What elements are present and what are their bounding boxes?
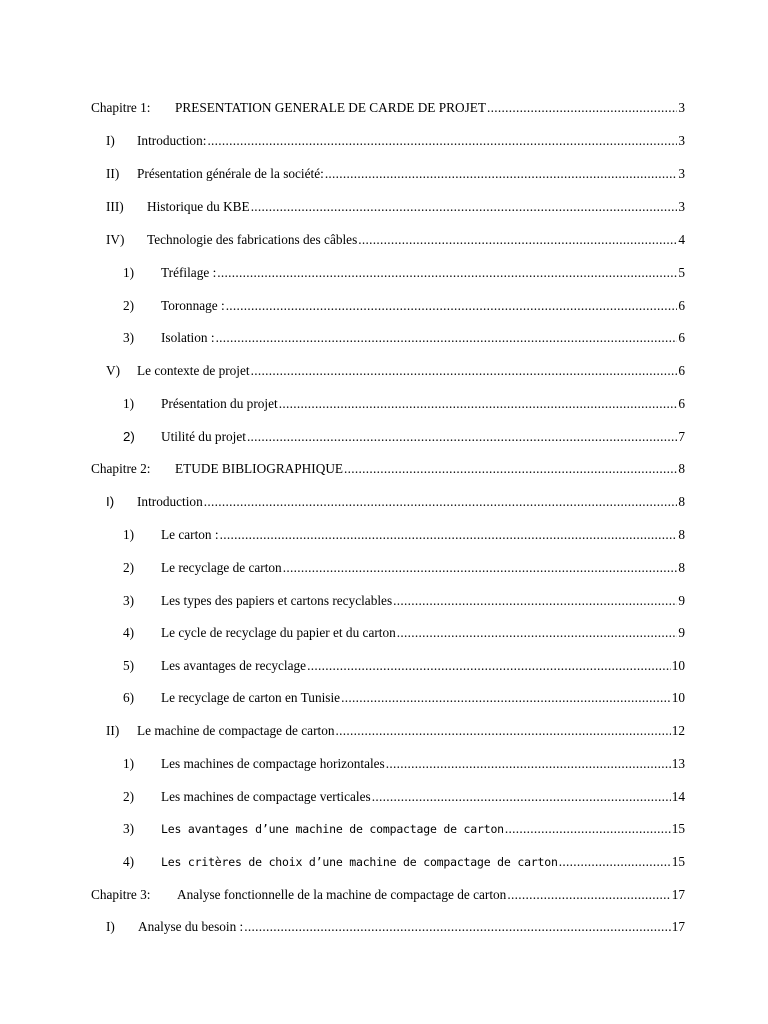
toc-entry-page: 14 (671, 789, 685, 804)
toc-entry-page: 3 (678, 199, 685, 214)
toc-entry-page: 17 (671, 887, 685, 902)
toc-dot-leader (216, 328, 678, 348)
toc-entry-number: I) (106, 494, 115, 509)
toc-entry-number: 2) (123, 560, 135, 575)
toc-dot-leader (358, 230, 677, 250)
toc-entry-page: 7 (678, 429, 685, 444)
toc-entry-page: 15 (671, 854, 685, 869)
toc-entry (123, 558, 685, 578)
toc-entry (106, 164, 685, 184)
toc-entry-title: Le recyclage de carton en Tunisie (161, 690, 341, 705)
toc-entry (123, 688, 685, 708)
toc-dot-leader (372, 787, 671, 807)
toc-dot-leader (207, 131, 677, 151)
toc-entry-page: 8 (678, 527, 685, 542)
toc-entry (123, 525, 685, 545)
toc-entry-page: 6 (678, 330, 685, 345)
toc-dot-leader (283, 558, 678, 578)
toc-dot-leader (393, 591, 677, 611)
toc-entry (91, 98, 685, 118)
toc-entry-number: 4) (123, 854, 135, 869)
toc-entry-title: Le carton : (161, 527, 219, 542)
toc-entry-number: 1) (123, 527, 135, 542)
toc-entry-title: Les machines de compactage verticales (161, 789, 371, 804)
toc-dot-leader (226, 296, 678, 316)
toc-entry (123, 296, 685, 316)
toc-entry-page: 3 (678, 166, 685, 181)
toc-entry (123, 656, 685, 676)
toc-dot-leader (487, 98, 677, 118)
toc-entry (91, 885, 685, 905)
toc-entry (106, 917, 685, 937)
toc-entry-number: 3) (123, 593, 135, 608)
toc-entry-number: 1) (123, 396, 135, 411)
toc-entry-title: Les critères de choix d’une machine de compactage de carton (161, 855, 558, 869)
toc-entry (123, 328, 685, 348)
toc-dot-leader (307, 656, 671, 676)
toc-entry-page: 8 (678, 494, 685, 509)
toc-entry-title: Le contexte de projet (137, 363, 250, 378)
toc-entry-number: IV) (106, 232, 125, 247)
toc-entry (123, 852, 685, 872)
toc-entry-page: 10 (671, 658, 685, 673)
toc-entry-title: Présentation du projet (161, 396, 278, 411)
toc-dot-leader (344, 459, 677, 479)
toc-entry-page: 6 (678, 298, 685, 313)
toc-entry-page: 17 (671, 919, 685, 934)
toc-entry-page: 9 (678, 625, 685, 640)
toc-entry-title: Tréfilage : (161, 265, 217, 280)
toc-entry-number: II) (106, 166, 120, 181)
toc-entry-title: Technologie des fabrications des câbles (147, 232, 358, 247)
toc-dot-leader (386, 754, 671, 774)
toc-entry (106, 230, 685, 250)
toc-entry-title: Utilité du projet (161, 429, 246, 444)
toc-entry-title: Introduction: (137, 133, 207, 148)
toc-entry-title: Analyse du besoin : (138, 919, 244, 934)
toc-entry (123, 754, 685, 774)
toc-entry (106, 721, 685, 741)
toc-entry-title: Le machine de compactage de carton (137, 723, 335, 738)
toc-entry-title: Les machines de compactage horizontales (161, 756, 385, 771)
toc-entry (106, 131, 685, 151)
toc-dot-leader (505, 819, 671, 839)
toc-entry (106, 197, 685, 217)
toc-dot-leader (336, 721, 671, 741)
toc-entry-page: 9 (678, 593, 685, 608)
toc-entry-page: 13 (671, 756, 685, 771)
toc-entry-page: 10 (671, 690, 685, 705)
toc-entry-page: 5 (678, 265, 685, 280)
toc-entry-number: 4) (123, 625, 135, 640)
toc-entry-number: III) (106, 199, 124, 214)
toc-entry-number: V) (106, 363, 121, 378)
toc-entry (123, 591, 685, 611)
toc-entry-number: 2) (123, 298, 135, 313)
toc-dot-leader (559, 852, 671, 872)
toc-entry-number: 1) (123, 265, 135, 280)
toc-dot-leader (217, 263, 677, 283)
toc-entry-page: 3 (678, 133, 685, 148)
toc-entry-title: Toronnage : (161, 298, 225, 313)
toc-entry-title: Le cycle de recyclage du papier et du carton (161, 625, 396, 640)
toc-entry-page: 6 (678, 363, 685, 378)
toc-entry-number: I) (106, 919, 115, 934)
toc-entry-number: 1) (123, 756, 135, 771)
toc-entry-number: 2) (123, 789, 135, 804)
toc-entry-title: Isolation : (161, 330, 215, 345)
toc-dot-leader (247, 427, 677, 447)
toc-entry-title: Les types des papiers et cartons recyclables (161, 593, 393, 608)
toc-entry (123, 263, 685, 283)
toc-entry-number: Chapitre 2: (91, 461, 151, 476)
toc-entry-title: Introduction (137, 494, 203, 509)
toc-entry (106, 361, 685, 381)
toc-dot-leader (397, 623, 678, 643)
toc-entry-number: 5) (123, 658, 135, 673)
toc-entry (106, 492, 685, 512)
toc-dot-leader (251, 197, 678, 217)
toc-entry-title: PRESENTATION GENERALE DE CARDE DE PROJET (175, 100, 487, 115)
toc-entry (123, 623, 685, 643)
toc-entry-page: 12 (671, 723, 685, 738)
toc-dot-leader (325, 164, 678, 184)
toc-entry-title: ETUDE BIBLIOGRAPHIQUE (175, 461, 344, 476)
toc-entry-page: 4 (678, 232, 685, 247)
toc-entry-number: II) (106, 723, 120, 738)
toc-dot-leader (204, 492, 678, 512)
toc-entry (123, 819, 685, 839)
toc-dot-leader (220, 525, 678, 545)
toc-entry (123, 427, 685, 447)
toc-entry-number: 2) (123, 429, 135, 444)
toc-entry-number: 3) (123, 330, 135, 345)
toc-dot-leader (507, 885, 670, 905)
toc-entry (91, 459, 685, 479)
toc-entry-title: Historique du KBE (147, 199, 250, 214)
toc-entry-page: 15 (671, 821, 685, 836)
toc-entry-title: Les avantages d’une machine de compactage de carton (161, 822, 504, 836)
toc-entry-number: 3) (123, 821, 135, 836)
toc-entry-page: 8 (678, 461, 685, 476)
toc-dot-leader (244, 917, 670, 937)
toc-entry-page: 3 (678, 100, 685, 115)
toc-entry-title: Présentation générale de la société: (137, 166, 324, 181)
toc-entry (123, 394, 685, 414)
toc-entry-title: Analyse fonctionnelle de la machine de compactage de carton (177, 887, 507, 902)
toc-entry (123, 787, 685, 807)
toc-entry-page: 6 (678, 396, 685, 411)
toc-entry-page: 8 (678, 560, 685, 575)
toc-dot-leader (279, 394, 678, 414)
toc-dot-leader (251, 361, 678, 381)
toc-entry-number: Chapitre 3: (91, 887, 151, 902)
toc-entry-number: I) (106, 133, 115, 148)
toc-dot-leader (341, 688, 671, 708)
toc-entry-title: Les avantages de recyclage (161, 658, 307, 673)
toc-entry-number: Chapitre 1: (91, 100, 151, 115)
toc-entry-title: Le recyclage de carton (161, 560, 282, 575)
toc-entry-number: 6) (123, 690, 135, 705)
